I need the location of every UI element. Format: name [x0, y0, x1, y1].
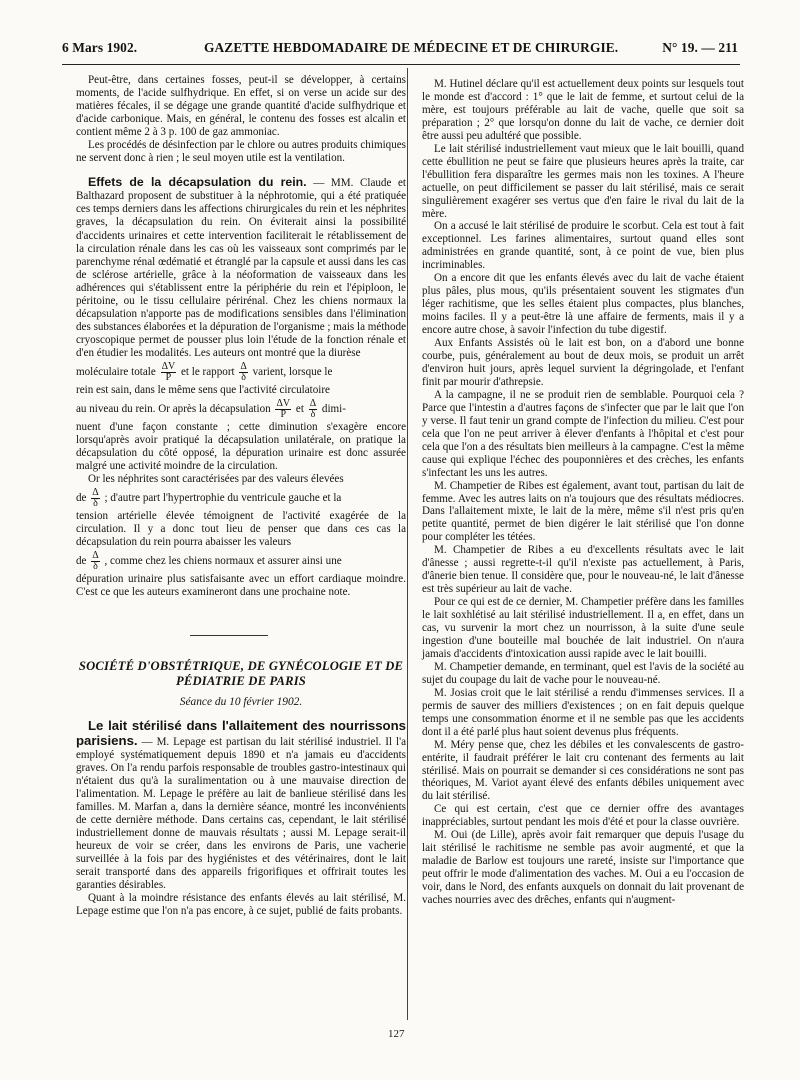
section-text: — M. Lepage est partisan du lait stérilisé industriel. Il l'a employé systématiquement depuis 1890 et n'a jamais eu d'accidents graves. On l'a rendu parfois responsable de troubles gastro-intestinaux qui n'étaient dus qu'à la suralimentation ou à une mauvaise direction de l'alimentation. M. Lepage le préfère au lait de banlieue stérilisé dans les familles. M. Marfan a, dans la dernière séance, montré les inconvénients de cette dernière méthode. Dans certains cas, cependant, le lait stérilisé industriellement donne de mauvais résultats ; aussi M. Lepage serait-il heureux de voir se créer, dans les environs de Paris, une vacherie surveillée à la fois par des hygiénistes et des vétérinaires, dont le lait serait transporté dans des appareils frigorifiques et offrirait toutes les garanties désirables. [76, 735, 406, 892]
paragraph: Ce qui est certain, c'est que ce dernier offre des avantages inappréciables, surtout pendant les mois d'été et pour la classe ouvrière. [422, 803, 744, 829]
formula-line [76, 486, 406, 510]
paragraph: Quant à la moindre résistance des enfants élevés au lait stérilisé, M. Lepage estime que l'on n'a pas encore, à ce sujet, publié de faits probants. [76, 892, 406, 918]
frac-num: Δ [309, 397, 317, 409]
paragraph: tension artérielle élevée témoignent de l'activité exagérée de la circulation. Il y a donc tout lieu de penser que dans ces cas la décapsulation du rein pourra abaisser les valeurs [76, 510, 406, 549]
section-authors: — MM. Claude et Balthazard [76, 177, 406, 203]
frac-num: ΔV [276, 397, 291, 409]
header-title: GAZETTE HEBDOMADAIRE DE MÉDECINE ET DE CHIRURGIE. [204, 40, 619, 55]
paragraph: M. Champetier demande, en terminant, quel est l'avis de la société au sujet du coupage du lait de vache pour le nouveau-né. [422, 660, 744, 686]
paragraph: Or les néphrites sont caractérisées par des valeurs élevées [88, 473, 344, 486]
formula-line [76, 549, 406, 573]
section-separator [190, 635, 268, 636]
page-header [62, 40, 738, 60]
text-run: moléculaire totale [76, 365, 156, 378]
frac-den: P [280, 408, 287, 420]
paragraph: dépuration urinaire plus satisfaisante avec un effort cardiaque moindre. C'est ce que les auteurs examineront dans une prochaine note. [76, 573, 406, 599]
paragraph: M. Josias croit que le lait stérilisé a rendu d'immenses services. Il a permis de sauver des milliers d'existences ; on en fait depuis quelque temps une consommation énorme et il ne semble pas que les accidents dont il a été parlé plus haut soient devenus plus fréquents. [422, 686, 744, 738]
paragraph: Le lait stérilisé industriellement vaut mieux que le lait bouilli, quand cette ébullition ne peut se faire que plusieurs heures après la traite, car l'ébullition fera disparaître les germes mais non les toxines. A l'heure actuelle, on peut difficilement se passer du lait stérilisé, mais ce serait singulièrement exagérer ses vertus que d'en faire le rival du lait de la mère. [422, 142, 744, 220]
society-heading: SOCIÉTÉ D'OBSTÉTRIQUE, DE GYNÉCOLOGIE ET DE PÉDIATRIE DE PARIS [78, 658, 404, 688]
fraction [91, 488, 99, 509]
text-run: ; d'autre part l'hypertrophie du ventricule gauche et la [104, 492, 342, 505]
paragraph: On a accusé le lait stérilisé de produire le scorbut. Cela est tout à fait exceptionnel. Les farines alimentaires, surtout quand elles sont administrées en grande quantité, sont, à ce point de vue, bien plus incriminables. [422, 220, 744, 272]
paragraph: M. Hutinel déclare qu'il est actuellement deux points sur lesquels tout le monde est d'accord : 1° que le lait de femme, et surtout celui de la mère, est toujours préférable au lait de vache, quelle que soit sa préparation ; 2° que lorsqu'on donne du lait de vache, ce dernier doit être aussi peu adultéré que possible. [422, 78, 744, 142]
section-title: Le lait stérilisé dans l'allaitement des nourrissons parisiens. [76, 717, 406, 748]
paragraph: M. Champetier de Ribes est également, avant tout, partisan du lait de femme. Avec les autres laits on n'a toujours que des résultats médiocres. Dans l'allaitement mixte, le lait de la mère, même s'il n'est pris qu'en petite quantité, permet de bien digérer le lait stérilisé que l'on donne pour compléter les tétées. [422, 479, 744, 544]
text-run: de [76, 492, 87, 505]
header-number: N° 19. — 211 [662, 40, 738, 55]
fraction [275, 399, 291, 420]
formula-line: rein est sain, dans le même sens que l'activité circulatoire [76, 383, 330, 396]
paragraph: On a encore dit que les enfants élevés avec du lait de vache étaient plus pâles, plus mous, qu'ils présentaient souvent les stigmates d'un léger rachitisme, que les selles étaient plus compactes, plus blanches, moins faciles. Il y a peut-être là une affaire de ferments, mais il y a encore autre chose, à savoir l'infection du tube digestif. [422, 272, 744, 337]
paragraph: Pour ce qui est de ce dernier, M. Champetier préfère dans les familles le lait soxhlétisé au lait stérilisé industriellement. Il a, en effet, dans un cas, vu survenir la mort chez un nourrisson, à la suite d'une seule ingestion d'une bouteille mal bouchée de lait industriel. On n'aura jamais d'accidents d'intoxication aussi rapide avec le lait bouilli. [422, 596, 744, 660]
paragraph: Peut-être, dans certaines fosses, peut-il se développer, à certains moments, de l'acide sulfhydrique. En effet, si on verse un acide sur des matières fécales, il se dégage une grande quantité d'acide sulfhydrique et d'acide carbonique. Mais, en général, le contenu des fosses est alcalin et contient même 2 à 3 p. 100 de gaz ammoniac. [76, 74, 406, 139]
left-column [76, 74, 406, 918]
fraction [239, 362, 247, 383]
section-text: proposent de substituer à la néphrotomie, qui a été pratiquée ces temps derniers dans les affections chirurgicales du rein et les néphrites graves, la décapsulation du rein. On éviterait ainsi la possibilité d'accidents urinaires et cette intervention faciliterait le rétablissement de la circulation rénale dans les cas où les vaisseaux sont comprimés par le parenchyme rénal œdématié et étranglé par la capsule et aussi dans les cas de sclérose artérielle, grâce à la néoformation de vaisseaux dans les adhérences qui s'établissent entre la périphérie du rein et l'épiploon, le péritoine, ou le tissu cellulaire périrénal. Chez les chiens normaux la décapsulation n'apporte pas de modifications sensibles dans l'élimination des substances élaborées et la dépuration de l'organisme ; mais la méthode cryoscopique permet de pousser plus loin l'étude de la fonction rénale et d'en étudier les modalités. Les auteurs ont montré que la diurèse [76, 190, 406, 359]
text-run: varient, lorsque le [252, 365, 333, 378]
column-divider [407, 68, 408, 1020]
paragraph: Aux Enfants Assistés où le lait est bon, on a d'abord une bonne courbe, puis, généralement au bout de deux mois, se produit un arrêt d'environ huit jours, après lequel survient la dégringolade, et l'enfant finit par mourir d'athrepsie. [422, 337, 744, 388]
text-run: au niveau du rein. Or après la décapsulation [76, 403, 271, 416]
frac-num: Δ [92, 487, 99, 499]
paragraph: M. Oui (de Lille), après avoir fait remarquer que depuis l'usage du lait stérilisé le rachitisme ne semble pas avoir augmenté, et que la maladie de Barlow est toujours une rareté, insiste sur l'importance que peut offrir le mode d'alimentation des vaches. M. Oui a eu l'occasion de voir, dans le Nord, des enfants auxquels on donnait du lait provenant de vaches nourries avec des drêches, enfants qui n'augment- [422, 829, 744, 907]
fraction [91, 551, 99, 572]
right-column [422, 78, 744, 907]
frac-den: P [165, 371, 172, 383]
section-decapsulation [76, 176, 406, 360]
frac-num: ΔV [161, 360, 176, 372]
text-run: et le rapport [181, 365, 235, 378]
paragraph: M. Méry pense que, chez les débiles et les convalescents de gastro-entérite, il faudrait préférer le lait cru contenant des ferments au lait stérilisé. Mais on pourrait se demander si ces considérations ne sont pas théoriques, M. Variot ayant élevé des enfants débiles uniquement avec du lait stérilisé. [422, 738, 744, 803]
text-run: dimi- [321, 403, 346, 416]
frac-den: δ [310, 408, 316, 420]
frac-num: Δ [240, 360, 247, 372]
paragraph: nuent d'une façon constante ; cette diminution s'exagère encore lorsqu'après avoir pratiqué la décapsulation unilatérale, on pratique la décapsulation du côté opposé, la dépuration urinaire est donc assurée malgré une activité moindre de la circulation. [76, 421, 406, 473]
frac-den: δ [241, 371, 246, 383]
formula-line [76, 397, 406, 421]
section-title: Effets de la décapsulation du rein. [88, 175, 307, 190]
session-date: Séance du 10 février 1902. [179, 695, 303, 708]
paragraph: Les procédés de désinfection par le chlore ou autres produits chimiques ne servent donc à rien ; le seul moyen utile est la ventilation. [76, 139, 406, 165]
text-run: et [295, 403, 304, 416]
formula-line [76, 360, 406, 384]
fraction [309, 399, 317, 420]
paragraph: A la campagne, il ne se produit rien de semblable. Pourquoi cela ? Parce que l'intestin a d'autres façons de s'infecter que par le lait que l'on y verse. Il faut tenir un grand compte de l'infection du milieu. C'est pour cela que l'on ne peut arriver à élever d'enfants à l'hôpital et c'est pour cela que l'on a des résultats bien meilleurs à la campagne. C'est la même cause qui explique l'échec des pouponnières et des crèches, les enfants s'infectant les uns les autres. [422, 388, 744, 479]
text-run: , comme chez les chiens normaux et assurer ainsi une [104, 555, 342, 568]
text-run: de [76, 555, 87, 568]
header-rule [62, 64, 740, 65]
section-lait [76, 719, 406, 893]
frac-den: δ [93, 561, 98, 573]
frac-num: Δ [92, 550, 99, 562]
page-folio: 127 [388, 1028, 405, 1040]
paragraph: M. Champetier de Ribes a eu d'excellents résultats avec le lait d'ânesse ; aussi regrette-t-il qu'il n'existe pas actuellement, à Paris, d'ânerie bien tenue. Il considère que, pour le nouveau-né, le lait d'ânesse est très supérieur au lait de vache. [422, 544, 744, 596]
header-date: 6 Mars 1902. [62, 40, 138, 55]
fraction [161, 362, 177, 383]
frac-den: δ [93, 498, 98, 510]
